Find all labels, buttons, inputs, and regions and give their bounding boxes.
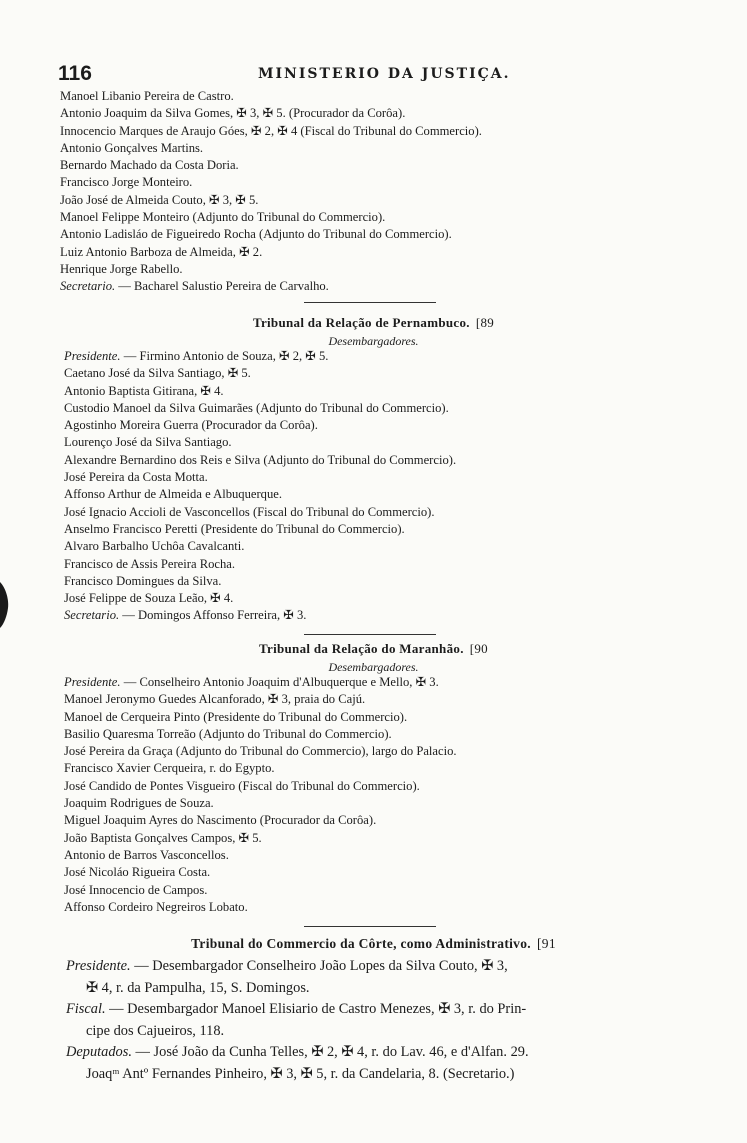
fiscal-continuation: cipe dos Cajueiros, 118. <box>86 1022 225 1039</box>
president-text: — Desembargador Conselheiro João Lopes da Silva Couto, ✠ 3, <box>130 958 508 974</box>
secretary-label: Secretario. <box>60 279 116 294</box>
member-list <box>0 956 747 1085</box>
list-item: Lourenço José da Silva Santiago. <box>64 435 232 450</box>
list-item: Joaquim Rodrigues de Souza. <box>64 796 214 811</box>
list-item: Anselmo Francisco Peretti (Presidente do Tribunal do Commercio). <box>64 521 405 536</box>
secretary-line <box>64 607 747 624</box>
president-text: — Firmino Antonio de Souza, ✠ 2, ✠ 5. <box>120 349 329 363</box>
president-text: — Conselheiro Antonio Joaquim d'Albuquerque e Mello, ✠ 3. <box>120 675 439 689</box>
list-item: Agostinho Moreira Guerra (Procurador da Corôa). <box>64 418 318 433</box>
secretary-label: Secretario. <box>64 608 120 623</box>
list-item: Miguel Joaquim Ayres do Nascimento (Procurador da Corôa). <box>64 813 377 828</box>
president-line <box>66 956 747 978</box>
deputados-label: Deputados. <box>66 1044 132 1060</box>
list-item: Francisco Xavier Cerqueira, r. do Egypto. <box>64 761 275 776</box>
list-item: Antonio Baptista Gitirana, ✠ 4. <box>64 383 224 398</box>
list-item: Francisco de Assis Pereira Rocha. <box>64 556 236 571</box>
list-item: Affonso Arthur de Almeida e Albuquerque. <box>64 487 283 502</box>
list-item: Custodio Manoel da Silva Guimarães (Adjunto do Tribunal do Commercio). <box>64 400 449 415</box>
list-item: Affonso Cordeiro Negreiros Lobato. <box>64 899 248 914</box>
list-item: Antonio de Barros Vasconcellos. <box>64 847 229 862</box>
fiscal-label: Fiscal. <box>66 1001 106 1017</box>
secretary-text: — Bacharel Salustio Pereira de Carvalho. <box>115 279 329 294</box>
fiscal-line <box>66 999 747 1021</box>
list-item: Manoel Libanio Pereira de Castro. <box>60 89 234 103</box>
page-header <box>58 62 658 86</box>
section-subheading: Desembargadores. <box>328 660 419 674</box>
deputados-continuation: Joaqᵐ Antº Fernandes Pinheiro, ✠ 3, ✠ 5, r. da Candelaria, 8. (Secretario.) <box>86 1065 515 1082</box>
list-item: José Felippe de Souza Leão, ✠ 4. <box>64 591 234 606</box>
section-number: [89 <box>475 315 495 330</box>
list-item: Alvaro Barbalho Uchôa Cavalcanti. <box>64 539 245 554</box>
section-divider <box>304 926 436 927</box>
section-heading <box>0 638 747 660</box>
section-title: Tribunal do Commercio da Côrte, como Administrativo. <box>191 936 531 951</box>
list-item: Francisco Jorge Monteiro. <box>60 175 193 190</box>
fiscal-text: — Desembargador Manoel Elisiario de Castro Menezes, ✠ 3, r. do Prin- <box>105 1001 527 1017</box>
running-title: MINISTERIO DA JUSTIÇA. <box>258 66 511 82</box>
deputados-line <box>66 1042 747 1064</box>
member-list <box>0 674 747 916</box>
list-item: José Candido de Pontes Visgueiro (Fiscal do Tribunal do Commercio). <box>64 778 420 793</box>
section-heading <box>0 932 747 956</box>
section-divider <box>304 634 436 635</box>
list-item: Antonio Ladisláo de Figueiredo Rocha (Adjunto do Tribunal do Commercio). <box>60 227 452 242</box>
top-list <box>0 88 747 296</box>
list-item: Luiz Antonio Barboza de Almeida, ✠ 2. <box>60 244 263 259</box>
section-pernambuco <box>0 312 747 625</box>
list-item: José Innocencio de Campos. <box>64 882 208 897</box>
section-title: Tribunal da Relação de Pernambuco. <box>252 315 470 330</box>
president-continuation: ✠ 4, r. da Pampulha, 15, S. Domingos. <box>86 979 310 996</box>
section-heading <box>0 312 747 334</box>
list-item: Caetano José da Silva Santiago, ✠ 5. <box>64 366 251 381</box>
deputados-text: — José João da Cunha Telles, ✠ 2, ✠ 4, r. do Lav. 46, e d'Alfan. 29. <box>131 1044 529 1060</box>
list-item: Antonio Joaquim da Silva Gomes, ✠ 3, ✠ 5. (Procurador da Corôa). <box>60 106 406 121</box>
list-item: José Nicoláo Rigueira Costa. <box>64 865 211 880</box>
section-subheading: Desembargadores. <box>328 334 419 348</box>
list-item: José Pereira da Costa Motta. <box>64 470 208 485</box>
member-list <box>0 348 747 625</box>
list-item: Henrique Jorge Rabello. <box>60 261 183 276</box>
list-item: Innocencio Marques de Araujo Góes, ✠ 2, ✠ 4 (Fiscal do Tribunal do Commercio). <box>60 123 482 138</box>
section-number: [90 <box>469 641 488 656</box>
secretary-text: — Domingos Affonso Ferreira, ✠ 3. <box>119 608 307 623</box>
list-item: José Ignacio Accioli de Vasconcellos (Fiscal do Tribunal do Commercio). <box>64 504 435 519</box>
list-item: Manoel de Cerqueira Pinto (Presidente do Tribunal do Commercio). <box>64 709 408 724</box>
list-item: José Pereira da Graça (Adjunto do Tribunal do Commercio), largo do Palacio. <box>64 744 457 759</box>
president-line <box>64 348 747 365</box>
list-item: Basilio Quaresma Torreão (Adjunto do Tribunal do Commercio). <box>64 726 392 741</box>
section-number: [91 <box>536 936 556 951</box>
list-item: Francisco Domingues da Silva. <box>64 573 222 588</box>
president-label: Presidente. <box>64 675 121 689</box>
secretary-line <box>60 278 747 295</box>
list-item: Manoel Felippe Monteiro (Adjunto do Tribunal do Commercio). <box>60 210 386 225</box>
president-label: Presidente. <box>66 958 131 974</box>
section-divider <box>304 302 436 303</box>
list-item: Antonio Gonçalves Martins. <box>60 140 204 155</box>
list-item: Manoel Jeronymo Guedes Alcanforado, ✠ 3, praia do Cajú. <box>64 692 366 707</box>
section-commercio <box>0 932 747 1085</box>
margin-mark-icon <box>0 580 10 630</box>
list-item: Bernardo Machado da Costa Doria. <box>60 158 239 173</box>
section-title: Tribunal da Relação do Maranhão. <box>259 641 464 656</box>
president-label: Presidente. <box>64 349 121 363</box>
list-item: João José de Almeida Couto, ✠ 3, ✠ 5. <box>60 192 259 207</box>
list-item: Alexandre Bernardino dos Reis e Silva (Adjunto do Tribunal do Commercio). <box>64 452 457 467</box>
section-maranhao <box>0 638 747 916</box>
page-number: 116 <box>58 62 92 85</box>
president-line <box>64 674 747 691</box>
list-item: João Baptista Gonçalves Campos, ✠ 5. <box>64 830 262 845</box>
